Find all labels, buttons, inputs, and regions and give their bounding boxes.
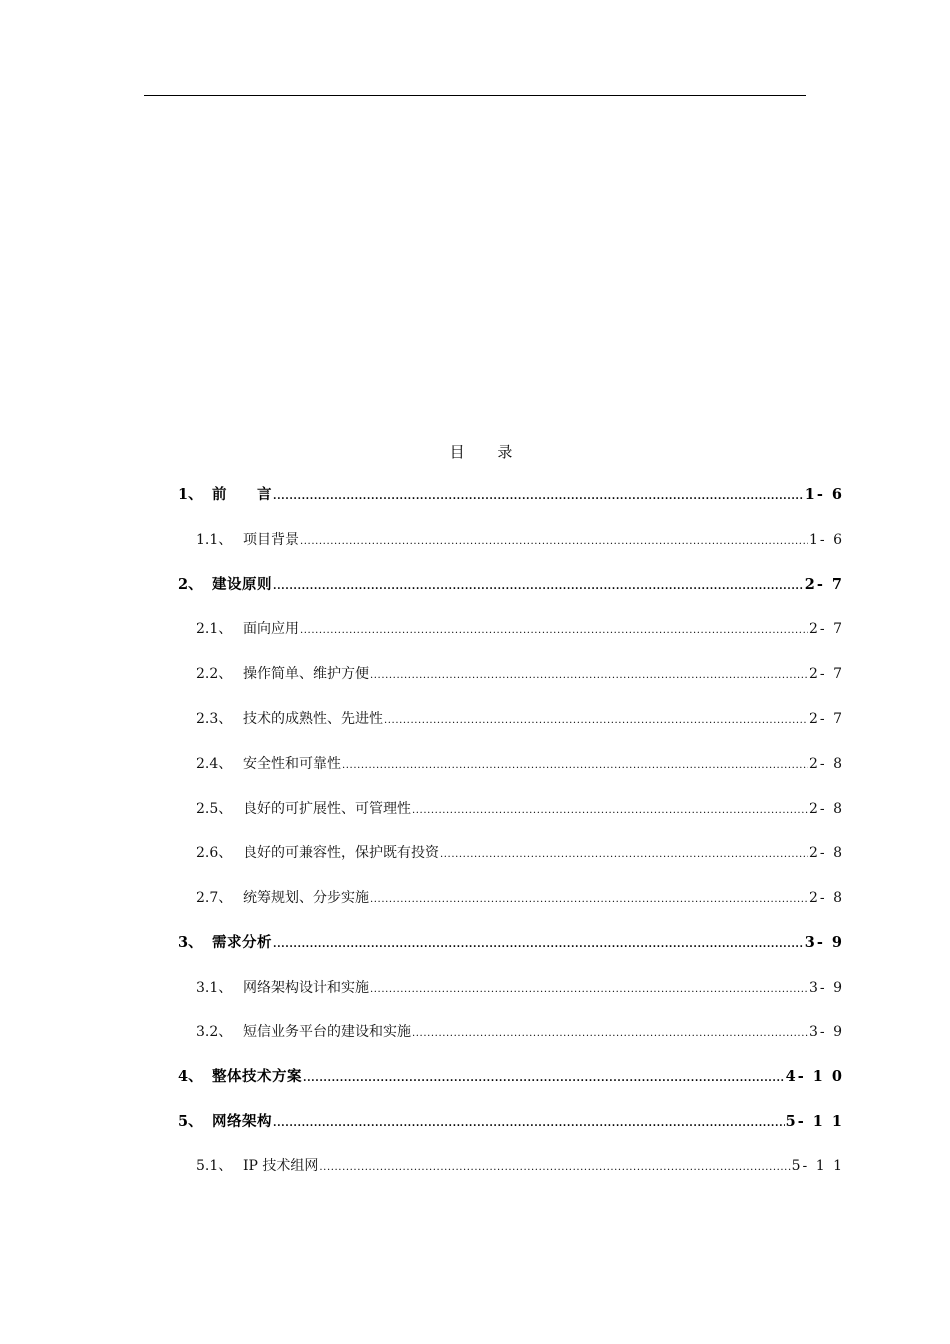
toc-dot-leader bbox=[303, 1067, 785, 1091]
toc-entry-title: 需求分析 bbox=[212, 934, 272, 951]
toc-entry-number: 3.2、 bbox=[196, 1024, 233, 1040]
toc-entry[interactable] bbox=[196, 617, 842, 641]
toc-entry-title: 短信业务平台的建设和实施 bbox=[243, 1024, 411, 1040]
toc-entry-page: 2- 8 bbox=[809, 890, 844, 906]
toc-entry-title: 建设原则 bbox=[212, 576, 272, 593]
toc-entry-title: 整体技术方案 bbox=[212, 1068, 302, 1085]
toc-entry-number: 2.2、 bbox=[196, 666, 233, 682]
toc-entry-title: 前 言 bbox=[212, 486, 272, 503]
toc-entry-title: 网络架构设计和实施 bbox=[243, 980, 369, 996]
toc-entry-page: 3- 9 bbox=[809, 1024, 844, 1040]
toc-entry-title: 网络架构 bbox=[212, 1113, 272, 1130]
toc-entry-page: 2- 7 bbox=[804, 576, 844, 593]
toc-dot-leader bbox=[273, 1112, 785, 1136]
toc-entry-number: 2.5、 bbox=[196, 801, 233, 817]
toc-entry[interactable] bbox=[196, 976, 842, 1000]
toc-dot-leader bbox=[440, 843, 808, 867]
toc-entry[interactable] bbox=[178, 483, 842, 507]
toc-entry[interactable] bbox=[178, 1110, 842, 1134]
toc-dot-leader bbox=[370, 888, 808, 912]
toc-dot-leader bbox=[300, 530, 808, 554]
toc-entry-number: 2.6、 bbox=[196, 845, 233, 861]
toc-entry-page: 4- 1 0 bbox=[785, 1068, 844, 1085]
toc-dot-leader bbox=[412, 1022, 808, 1046]
toc-dot-leader bbox=[300, 619, 808, 643]
toc-entry-number: 2.7、 bbox=[196, 890, 233, 906]
toc-entry[interactable] bbox=[196, 528, 842, 552]
toc-dot-leader bbox=[319, 1156, 790, 1180]
toc-entry[interactable] bbox=[178, 1065, 842, 1089]
toc-entry-page: 2- 7 bbox=[809, 711, 844, 727]
toc-entry-title: 统筹规划、分步实施 bbox=[243, 890, 369, 906]
toc-entry-number: 2.4、 bbox=[196, 756, 233, 772]
toc-entry-page: 1- 6 bbox=[809, 532, 844, 548]
toc-entry-title: 操作简单、维护方便 bbox=[243, 666, 369, 682]
toc-entry-number: 5、 bbox=[178, 1113, 203, 1130]
toc-dot-leader bbox=[273, 485, 804, 509]
toc-entry-page: 3- 9 bbox=[804, 934, 844, 951]
toc-entry-number: 2.1、 bbox=[196, 621, 233, 637]
toc-entry[interactable] bbox=[196, 662, 842, 686]
toc-title: 目 录 bbox=[449, 443, 527, 461]
toc-entry-page: 2- 8 bbox=[809, 845, 844, 861]
toc-entry[interactable] bbox=[196, 841, 842, 865]
toc-entry[interactable] bbox=[178, 931, 842, 955]
toc-entry-page: 2- 7 bbox=[809, 666, 844, 682]
toc-entry[interactable] bbox=[196, 1154, 842, 1178]
toc-dot-leader bbox=[412, 799, 808, 823]
toc-dot-leader bbox=[370, 664, 808, 688]
toc-entry-page: 3- 9 bbox=[809, 980, 844, 996]
toc-entry[interactable] bbox=[196, 752, 842, 776]
toc-dot-leader bbox=[273, 575, 804, 599]
toc-entry-number: 1.1、 bbox=[196, 532, 233, 548]
toc-entry[interactable] bbox=[178, 573, 842, 597]
toc-entry-number: 3、 bbox=[178, 934, 203, 951]
toc-dot-leader bbox=[384, 709, 808, 733]
toc-entry-page: 5- 1 1 bbox=[785, 1113, 844, 1130]
toc-entry-title: IP 技术组网 bbox=[243, 1158, 319, 1174]
toc-entry[interactable] bbox=[196, 797, 842, 821]
toc-entry-number: 5.1、 bbox=[196, 1158, 233, 1174]
toc-entry[interactable] bbox=[196, 707, 842, 731]
toc-entry-number: 2、 bbox=[178, 576, 203, 593]
toc-entry-title: 面向应用 bbox=[243, 621, 299, 637]
header-rule bbox=[144, 95, 806, 96]
toc-entry-title: 安全性和可靠性 bbox=[243, 756, 341, 772]
toc-entry-page: 1- 6 bbox=[804, 486, 844, 503]
toc-dot-leader bbox=[342, 754, 808, 778]
toc-entry-page: 2- 8 bbox=[809, 801, 844, 817]
toc-entry-page: 2- 8 bbox=[809, 756, 844, 772]
toc-entry-title: 良好的可扩展性、可管理性 bbox=[243, 801, 411, 817]
toc-entry[interactable] bbox=[196, 886, 842, 910]
toc-dot-leader bbox=[273, 933, 804, 957]
toc-entry-title: 技术的成熟性、先进性 bbox=[243, 711, 383, 727]
toc-entry-number: 2.3、 bbox=[196, 711, 233, 727]
toc-dot-leader bbox=[370, 978, 808, 1002]
toc-entry-page: 5- 1 1 bbox=[791, 1158, 844, 1174]
toc-entry-title: 良好的可兼容性，保护既有投资 bbox=[243, 845, 439, 861]
toc-entry-page: 2- 7 bbox=[809, 621, 844, 637]
toc-entry-number: 1、 bbox=[178, 486, 203, 503]
toc-entry-title: 项目背景 bbox=[243, 532, 299, 548]
toc-entry-number: 4、 bbox=[178, 1068, 203, 1085]
toc-entry[interactable] bbox=[196, 1020, 842, 1044]
toc-entry-number: 3.1、 bbox=[196, 980, 233, 996]
